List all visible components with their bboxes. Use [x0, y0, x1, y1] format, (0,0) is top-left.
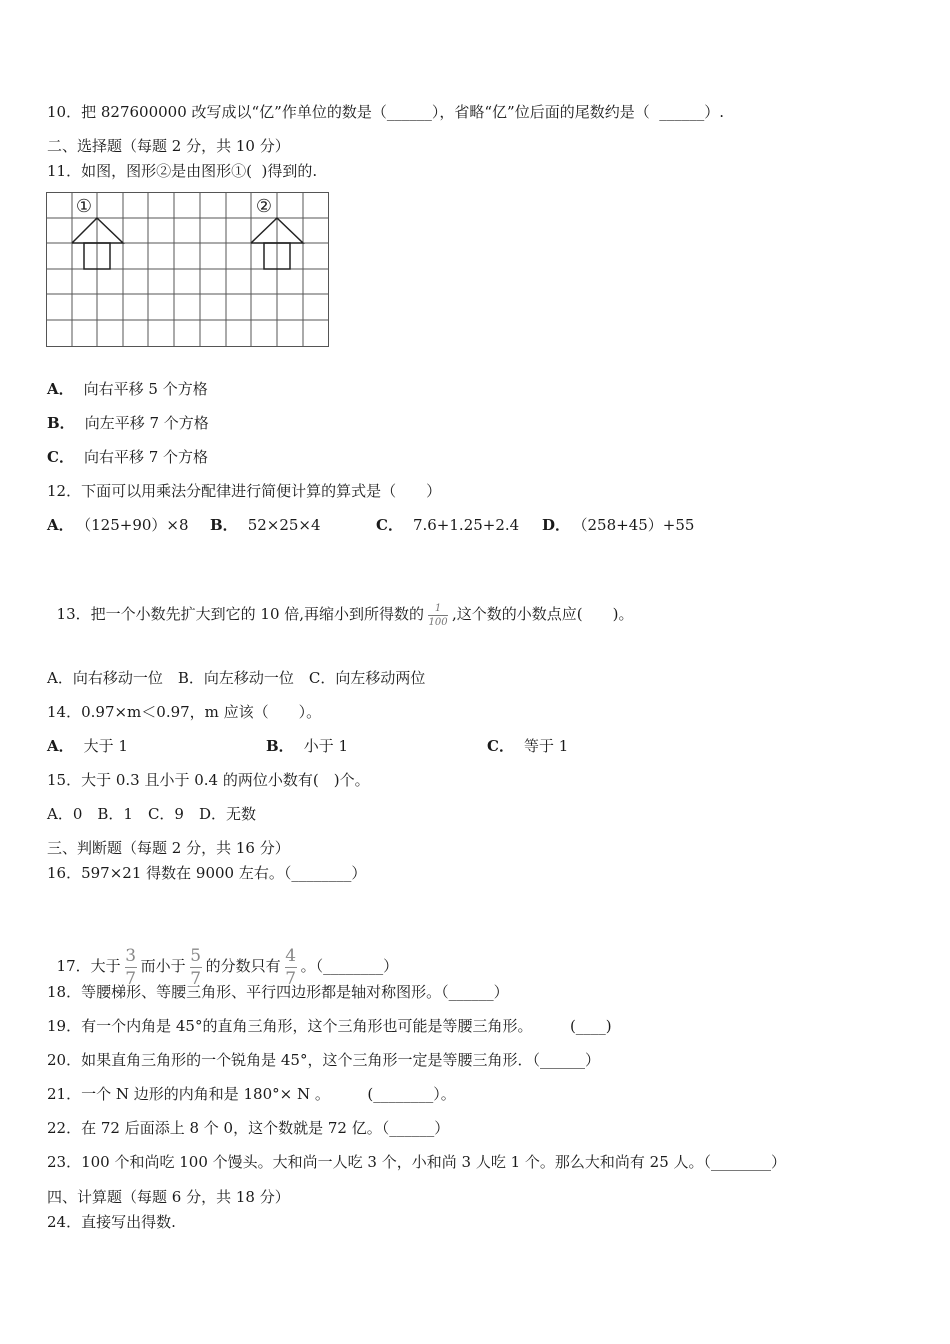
section-2-heading: 二、选择题（每题 2 分，共 10 分） — [47, 137, 290, 155]
question-24: 24．直接写出得数. — [47, 1213, 176, 1231]
question-18: 18．等腰梯形、等腰三角形、平行四边形都是轴对称图形。（______） — [47, 983, 509, 1001]
section-4-heading: 四、计算题（每题 6 分，共 18 分） — [47, 1188, 290, 1206]
q12-option-b[interactable]: B． 52×25×4 — [210, 516, 321, 534]
question-19: 19．有一个内角是 45°的直角三角形，这个三角形也可能是等腰三角形。 (____) — [47, 1017, 612, 1035]
q13-options[interactable]: A．向右移动一位 B．向左移动一位 C．向左移动两位 — [47, 669, 426, 687]
section-3-heading: 三、判断题（每题 2 分，共 16 分） — [47, 839, 290, 857]
q15-options[interactable]: A．0 B．1 C．9 D．无数 — [47, 805, 256, 823]
q11-option-a[interactable]: A． 向右平移 5 个方格 — [47, 380, 208, 398]
q14-option-c[interactable]: C． 等于 1 — [487, 737, 569, 755]
question-13: 13．把一个小数先扩大到它的 10 倍,再缩小到所得数的 $\frac{1}{100}$ ,这个数的小数点应( )。 — [56, 602, 634, 628]
question-15: 15．大于 0.3 且小于 0.4 的两位小数有( )个。 — [47, 771, 370, 789]
question-14: 14．0.97×m＜0.97，m 应该（ ）。 — [47, 703, 322, 721]
question-11: 11．如图，图形②是由图形①( )得到的. — [47, 162, 318, 180]
q12-option-c[interactable]: C． 7.6+1.25+2.4 — [376, 516, 520, 534]
question-21: 21．一个 N 边形的内角和是 180°× N 。 (________）。 — [47, 1085, 456, 1103]
label-shape-2: ② — [255, 196, 273, 217]
question-10: 10．把 827600000 改写成以“亿”作单位的数是（______），省略“亿”位后面的尾数约是（ ______）. — [47, 103, 724, 121]
q14-option-a[interactable]: A． 大于 1 — [47, 737, 128, 755]
question-17: 17．大于 $\frac{3}{7}$ 而小于 $\frac{5}{7}$ 的分数只有 $\frac{4}{7}$ 。（________） — [56, 945, 399, 989]
fraction-3-7: $\frac{3}{7}$ — [125, 945, 137, 989]
question-22: 22．在 72 后面添上 8 个 0，这个数就是 72 亿。（______） — [47, 1119, 450, 1137]
question-16: 16．597×21 得数在 9000 左右。（________） — [47, 864, 367, 882]
fraction-1-100: $\frac{1}{100}$ — [428, 602, 448, 628]
fraction-5-7: $\frac{5}{7}$ — [190, 945, 202, 989]
q11-option-b[interactable]: B． 向左平移 7 个方格 — [47, 414, 209, 432]
fraction-4-7: $\frac{4}{7}$ — [285, 945, 297, 989]
q11-option-c[interactable]: C． 向右平移 7 个方格 — [47, 448, 209, 466]
question-12: 12．下面可以用乘法分配律进行简便计算的算式是（ ） — [47, 482, 442, 500]
grid-figure — [46, 192, 330, 349]
label-shape-1: ① — [75, 196, 93, 217]
q12-option-a[interactable]: A． （125+90）×8 — [47, 516, 189, 534]
question-20: 20．如果直角三角形的一个锐角是 45°，这个三角形一定是等腰三角形．（______） — [47, 1051, 600, 1069]
question-23: 23．100 个和尚吃 100 个馒头。大和尚一人吃 3 个，小和尚 3 人吃 1 个。那么大和尚有 25 人。（________） — [47, 1153, 787, 1171]
q14-option-b[interactable]: B． 小于 1 — [266, 737, 348, 755]
q12-option-d[interactable]: D． （258+45）+55 — [542, 516, 695, 534]
